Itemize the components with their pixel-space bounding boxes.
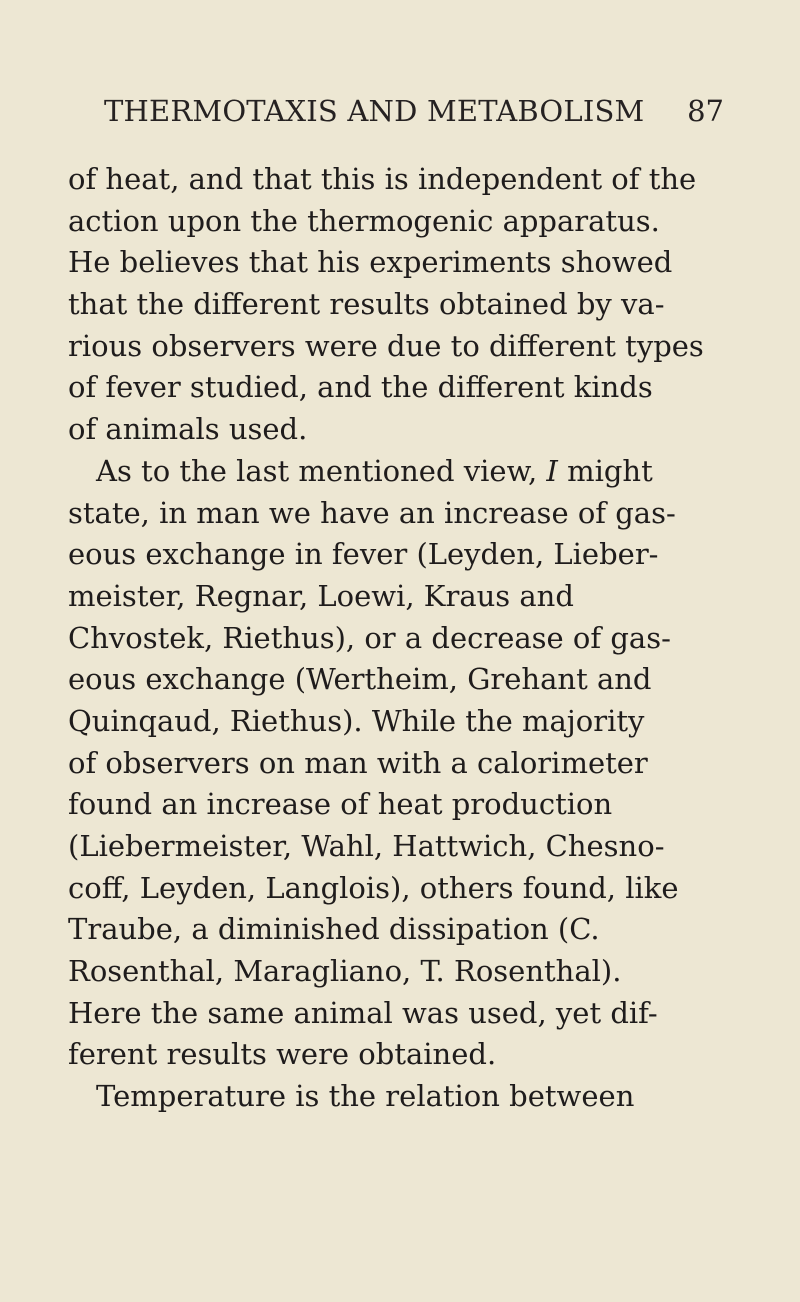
page-number: 87 bbox=[687, 94, 724, 128]
text-line: of observers on man with a calorimeter bbox=[68, 745, 648, 780]
text-line: of heat, and that this is independent of the bbox=[68, 162, 697, 196]
text-line: state, in man we have an increase of gas- bbox=[68, 495, 676, 530]
text-line: of animals used. bbox=[68, 412, 308, 447]
text-line: Rosenthal, Maragliano, T. Rosenthal). bbox=[68, 954, 622, 989]
page-header bbox=[104, 94, 724, 134]
text-line: coff, Leyden, Langlois), others found, like bbox=[68, 870, 679, 905]
text-line: Here the same animal was used, yet dif- bbox=[68, 995, 658, 1030]
text-line: eous exchange in fever (Leyden, Lieber- bbox=[68, 537, 659, 572]
text-line: Temperature is the relation between bbox=[96, 1079, 635, 1114]
body-text bbox=[68, 159, 728, 1118]
text-line: As to the last mentioned view, I might bbox=[96, 453, 653, 488]
text-line: action upon the thermogenic apparatus. bbox=[68, 203, 660, 238]
text-line: (Liebermeister, Wahl, Hattwich, Chesno- bbox=[68, 829, 665, 863]
text-line: He believes that his experiments showed bbox=[68, 245, 673, 280]
text-line: meister, Regnar, Loewi, Kraus and bbox=[68, 578, 574, 613]
text-line: that the different results obtained by va- bbox=[68, 287, 665, 322]
text-line: Chvostek, Riethus), or a decrease of gas- bbox=[68, 620, 671, 655]
text-line: Traube, a diminished dissipation (C. bbox=[68, 912, 600, 947]
text-line: found an increase of heat production bbox=[68, 787, 613, 822]
text-line: Quinqaud, Riethus). While the majority bbox=[68, 703, 645, 738]
text-line: eous exchange (Wertheim, Grehant and bbox=[68, 662, 652, 697]
text-line: of fever studied, and the different kinds bbox=[68, 370, 653, 405]
text-line: rious observers were due to different types bbox=[68, 328, 704, 363]
running-title: THERMOTAXIS AND METABOLISM bbox=[104, 94, 645, 128]
text-line: ferent results were obtained. bbox=[68, 1037, 497, 1072]
